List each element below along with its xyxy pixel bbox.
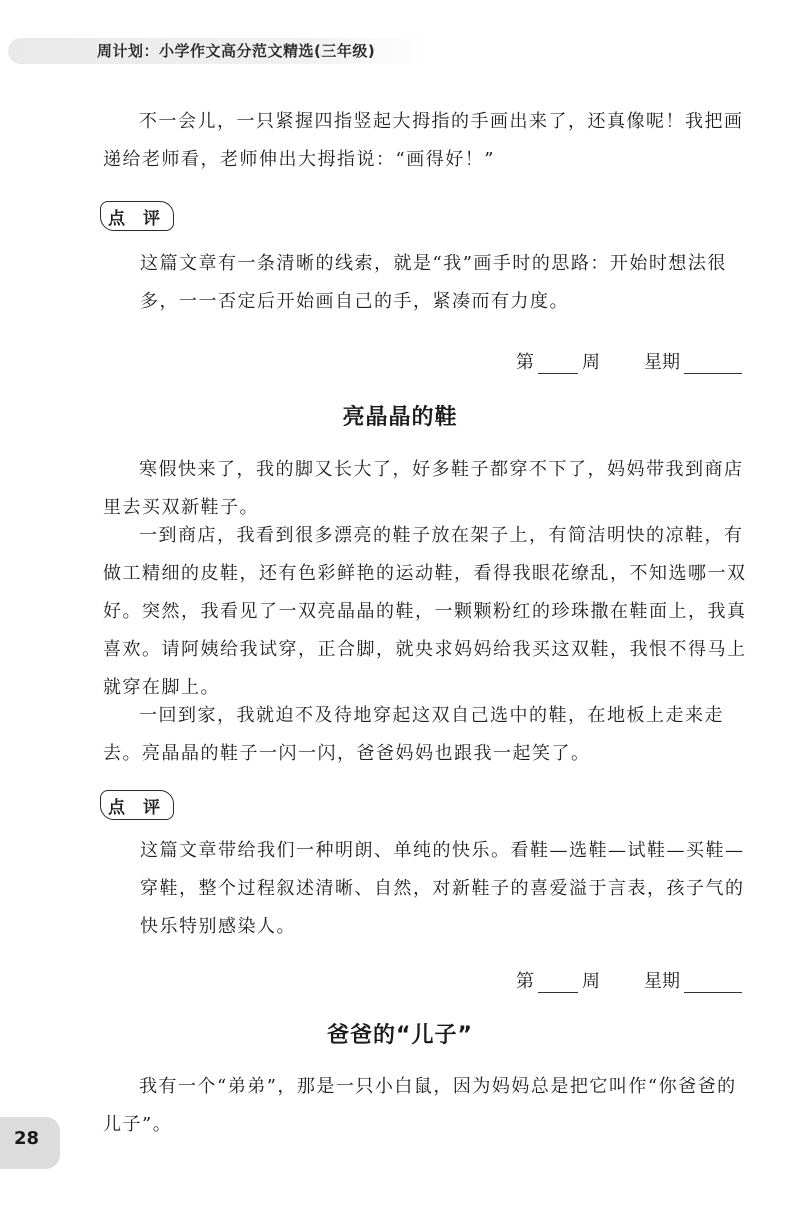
week-word: 周	[582, 971, 600, 992]
review-text-1: 这篇文章有一条清晰的线索，就是“我”画手时的思路：开始时想法很多，一一否定后开始画自己的手，紧凑而有力度。	[140, 253, 727, 312]
essay1-closing-paragraph: 不一会儿，一只紧握四指竖起大拇指的手画出来了，还真像呢！我把画递给老师看，老师伸出大拇指说：“画得好！”	[103, 111, 744, 170]
essay3-title: 爸爸的“儿子”	[327, 1023, 473, 1048]
week-blank[interactable]	[538, 353, 578, 374]
weekday-blank[interactable]	[684, 972, 742, 993]
essay3-paragraph-1: 我有一个“弟弟”，那是一只小白鼠，因为妈妈总是把它叫作“你爸爸的儿子”。	[103, 1076, 737, 1135]
essay2-title: 亮晶晶的鞋	[342, 405, 458, 430]
essay2-paragraph-1: 寒假快来了，我的脚又长大了，好多鞋子都穿不下了，妈妈带我到商店里去买双新鞋子。	[103, 459, 744, 518]
page-number: 28	[14, 1128, 40, 1149]
series-title: 周计划：小学作文高分范文精选(三年级)	[97, 42, 376, 60]
review-text-2: 这篇文章带给我们一种明朗、单纯的快乐。看鞋—选鞋—试鞋—买鞋—穿鞋，整个过程叙述清晰、自然，对新鞋子的喜爱溢于言表，孩子气的快乐特别感染人。	[140, 840, 745, 937]
week-word: 周	[582, 352, 600, 373]
week-prefix: 第	[516, 971, 534, 992]
week-prefix: 第	[516, 352, 534, 373]
review-badge-2: 点 评	[100, 790, 174, 820]
review-badge-1: 点 评	[100, 201, 174, 231]
weekday-blank[interactable]	[684, 353, 742, 374]
week-day-line-2	[516, 967, 742, 993]
weekday-word: 星期	[644, 971, 680, 992]
weekday-word: 星期	[644, 352, 680, 373]
essay2-paragraph-2: 一到商店，我看到很多漂亮的鞋子放在架子上，有简洁明快的凉鞋，有做工精细的皮鞋，还有色彩鲜艳的运动鞋，看得我眼花缭乱，不知选哪一双好。突然，我看见了一双亮晶晶的鞋，一颗颗粉红的珍珠撒在鞋面上，我真喜欢。请阿姨给我试穿，正合脚，就央求妈妈给我买这双鞋，我恨不得马上就穿在脚上。	[103, 525, 747, 698]
essay2-paragraph-3: 一回到家，我就迫不及待地穿起这双自己选中的鞋，在地板上走来走去。亮晶晶的鞋子一闪一闪，爸爸妈妈也跟我一起笑了。	[103, 705, 724, 764]
week-day-line-1	[516, 348, 742, 374]
week-blank[interactable]	[538, 972, 578, 993]
